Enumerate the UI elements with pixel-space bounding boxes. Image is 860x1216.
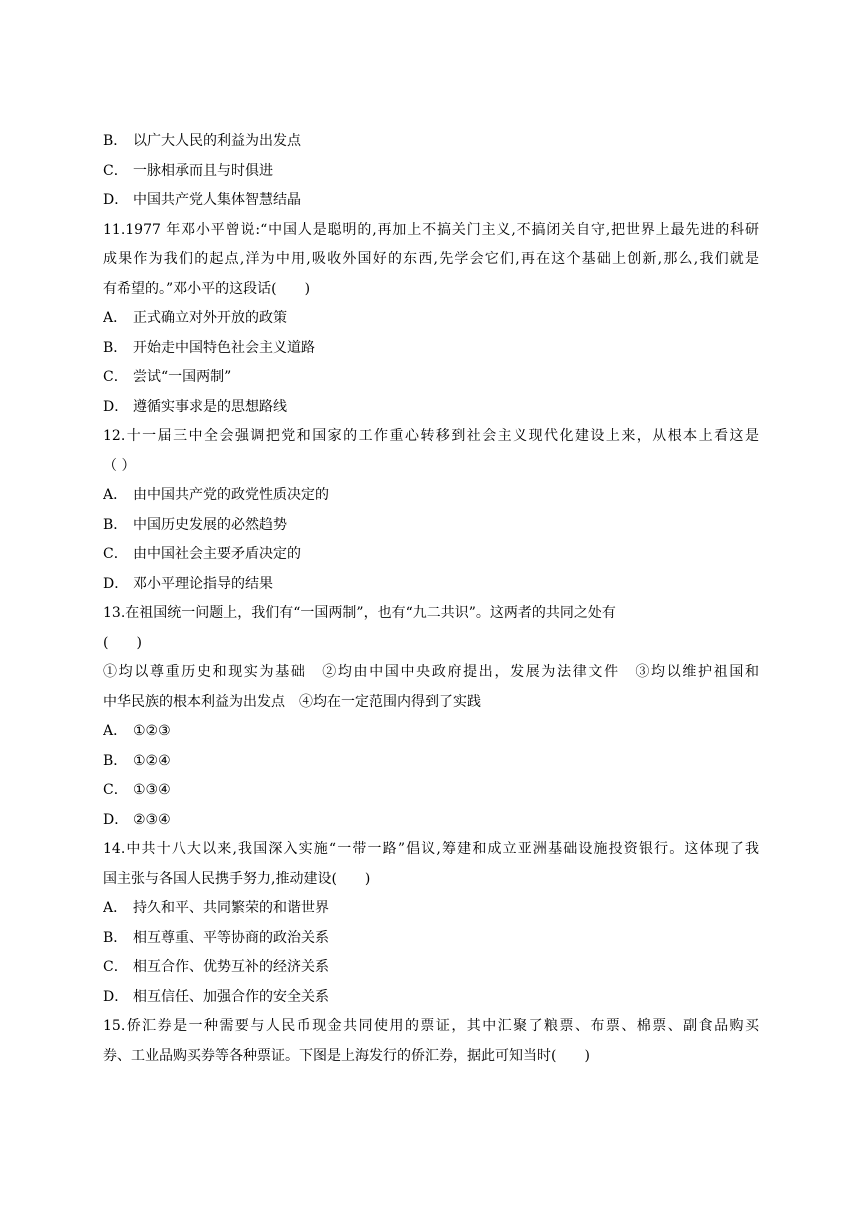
option-b: B． 开始走中国特色社会主义道路 (103, 339, 315, 356)
option-c: C． 一脉相承而且与时俱进 (103, 162, 273, 179)
option-a: A． 由中国共产党的政党性质决定的 (103, 487, 329, 503)
option-c: C． 由中国社会主要矛盾决定的 (103, 546, 301, 562)
option-b: B． 中国历史发展的必然趋势 (103, 516, 287, 533)
question-stem-line: 有希望的。”邓小平的这段话( ) (103, 280, 311, 297)
question-stem-line: （ ） (103, 457, 136, 474)
option-d: D． 中国共产党人集体智慧结晶 (103, 192, 301, 208)
question-stem-line: 国主张与各国人民携手努力,推动建设( ) (103, 870, 371, 887)
option-a: A． 持久和平、共同繁荣的和谐世界 (103, 900, 329, 916)
option-d: D． ②③④ (103, 811, 171, 828)
question-stem-line: ( ) (103, 634, 142, 651)
question-stem-line: 12.十一届三中全会强调把党和国家的工作重心转移到社会主义现代化建设上来，从根本上看这是 (103, 428, 759, 444)
question-15 (103, 1012, 759, 1071)
option-b: B． 相互尊重、平等协商的政治关系 (103, 929, 329, 946)
option-c: C． 相互合作、优势互补的经济关系 (103, 959, 329, 975)
option-b: B． ①②④ (103, 752, 171, 769)
option-d: D． 遵循实事求是的思想路线 (103, 398, 287, 415)
question-stem-line: 中华民族的根本利益为出发点 ④均在一定范围内得到了实践 (103, 693, 481, 710)
option-c: C． ①③④ (103, 782, 171, 798)
question-13 (103, 599, 759, 835)
question-12 (103, 422, 759, 599)
question-stem-line: 11.1977 年邓小平曾说:“中国人是聪明的,再加上不搞关门主义,不搞闭关自守,把世界上最先进的科研 (103, 221, 759, 238)
question-14 (103, 835, 759, 1012)
option-d: D． 相互信任、加强合作的安全关系 (103, 988, 329, 1005)
option-a: A． ①②③ (103, 723, 171, 739)
exam-page (103, 127, 759, 1071)
option-c: C． 尝试“一国两制” (103, 369, 232, 385)
question-stem-line: 15.侨汇券是一种需要与人民币现金共同使用的票证，其中汇聚了粮票、布票、棉票、副食品购买 (103, 1018, 759, 1034)
question-stem-line: ①均以尊重历史和现实为基础 ②均由中国中央政府提出，发展为法律文件 ③均以维护祖国和 (103, 664, 759, 680)
question-stem-line: 成果作为我们的起点,洋为中用,吸收外国好的东西,先学会它们,再在这个基础上创新,那么,我们就是 (103, 251, 759, 267)
question-10-options (103, 127, 759, 216)
question-11 (103, 216, 759, 423)
option-b: B． 以广大人民的利益为出发点 (103, 133, 301, 149)
option-a: A． 正式确立对外开放的政策 (103, 310, 287, 326)
question-stem-line: 券、工业品购买券等各种票证。下图是上海发行的侨汇券，据此可知当时( ) (103, 1047, 590, 1064)
option-d: D． 邓小平理论指导的结果 (103, 575, 273, 592)
question-stem-line: 13.在祖国统一问题上，我们有“一国两制”，也有“九二共识”。这两者的共同之处有 (103, 605, 616, 621)
question-stem-line: 14.中共十八大以来,我国深入实施“一带一路”倡议,筹建和成立亚洲基础设施投资银行。这体现了我 (103, 841, 759, 857)
